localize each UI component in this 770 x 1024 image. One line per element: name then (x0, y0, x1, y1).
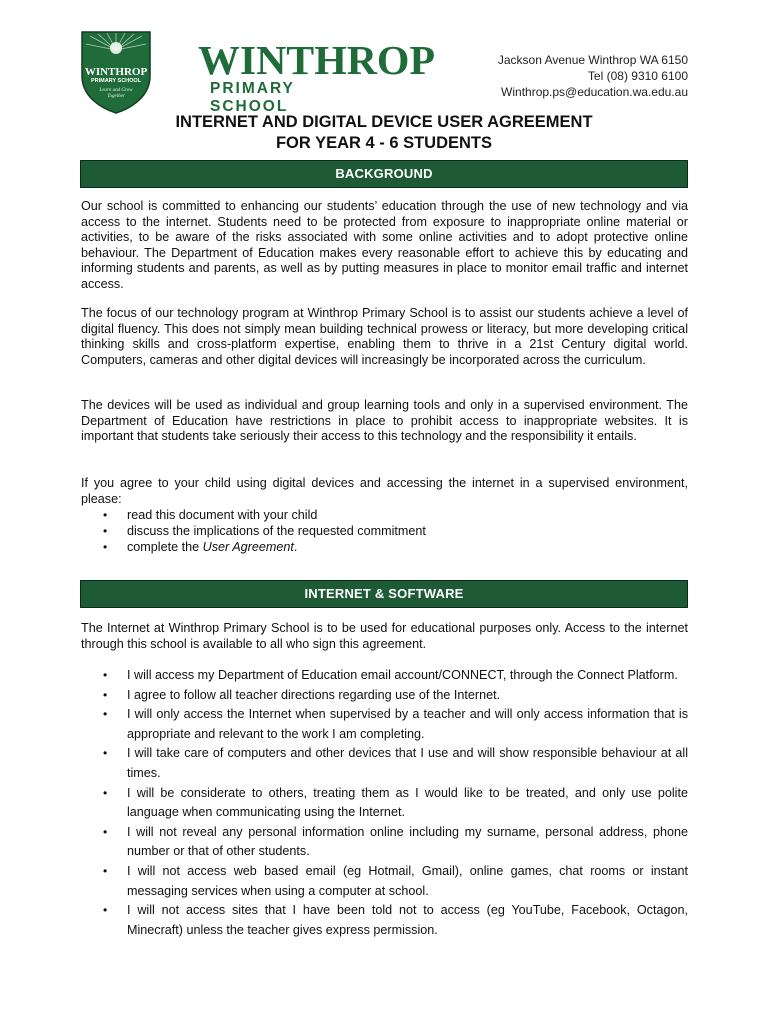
list-item: • discuss the implications of the requested commitment (81, 523, 688, 539)
parent-steps-list (81, 507, 688, 555)
list-item: • I will take care of computers and other devices that I use and will show responsible behaviour at all times. (81, 744, 688, 783)
document-title (80, 112, 688, 154)
school-wordmark (198, 37, 436, 116)
school-address (498, 52, 688, 100)
background-paragraph-4: If you agree to your child using digital devices and accessing the internet in a supervised environment, please: (81, 476, 688, 506)
internet-heading: INTERNET & SOFTWARE (80, 580, 688, 608)
list-item: • I will be considerate to others, treating them as I would like to be treated, and only use polite language when communicating using the Internet. (81, 784, 688, 823)
background-paragraph-1: Our school is committed to enhancing our students’ education through the use of new technology and via access to the internet. Students need to be protected from exposure to inappropriate online material or activities, to be aware of the risks associated with some online activities and to adopt protective online behaviour. The Department of Education makes every reasonable effort to achieve this by educating and informing students and parents, as well as by putting measures in place to monitor email traffic and internet access. (81, 199, 688, 291)
list-item: • I agree to follow all teacher directions regarding use of the Internet. (81, 686, 688, 706)
step-3-emphasis: User Agreement (202, 540, 294, 554)
list-item: • I will not access web based email (eg Hotmail, Gmail), online games, chat rooms or instant messaging services when using a computer at school. (81, 862, 688, 901)
internet-rules-list (81, 666, 688, 940)
list-item: • I will not access sites that I have been told not to access (eg YouTube, Facebook, Octagon, Minecraft) unless the teacher gives express permission. (81, 901, 688, 940)
title-line-1: INTERNET AND DIGITAL DEVICE USER AGREEMENT (175, 113, 593, 131)
internet-intro: The Internet at Winthrop Primary School is to be used for educational purposes only. Access to the internet through this school is available to all who sign this agreement. (81, 621, 688, 651)
school-name: WINTHROP (198, 37, 436, 83)
background-paragraph-3: The devices will be used as individual and group learning tools and only in a supervised environment. The Department of Education have restrictions in place to prohibit access to inappropriate websites. It is important that students take seriously their access to this technology and the responsibility it entails. (81, 398, 688, 444)
address-email: Winthrop.ps@education.wa.edu.au (501, 85, 688, 99)
crest-name: WINTHROP (84, 66, 148, 78)
list-item: • I will only access the Internet when supervised by a teacher and will only access information that is appropriate and relevant to the work I am completing. (81, 705, 688, 744)
list-item (81, 539, 688, 555)
background-heading: BACKGROUND (80, 160, 688, 188)
list-item: • I will not reveal any personal information online including my surname, personal address, phone number or that of other students. (81, 823, 688, 862)
crest-motto: Learn and Grow Together (99, 88, 133, 99)
list-item: • I will access my Department of Education email account/CONNECT, through the Connect Platform. (81, 666, 688, 686)
address-street: Jackson Avenue Winthrop WA 6150 (497, 53, 688, 67)
address-phone: Tel (08) 9310 6100 (587, 69, 688, 83)
school-type: PRIMARY SCHOOL (210, 80, 295, 115)
title-line-2: FOR YEAR 4 - 6 STUDENTS (275, 134, 493, 152)
background-paragraph-2: The focus of our technology program at Winthrop Primary School is to assist our students achieve a level of digital fluency. This does not simply mean building technical prowess or literacy, but more developing critical thinking skills and cross-platform expertise, enabling them to thrive in a 21st Century digital world. Computers, cameras and other digital devices will increasingly be incorporated across the curriculum. (81, 306, 688, 367)
step-3-suffix: . (293, 540, 298, 554)
crest-sub: PRIMARY SCHOOL (90, 78, 142, 84)
list-item: • read this document with your child (81, 507, 688, 523)
step-3-prefix: complete the (127, 540, 203, 554)
